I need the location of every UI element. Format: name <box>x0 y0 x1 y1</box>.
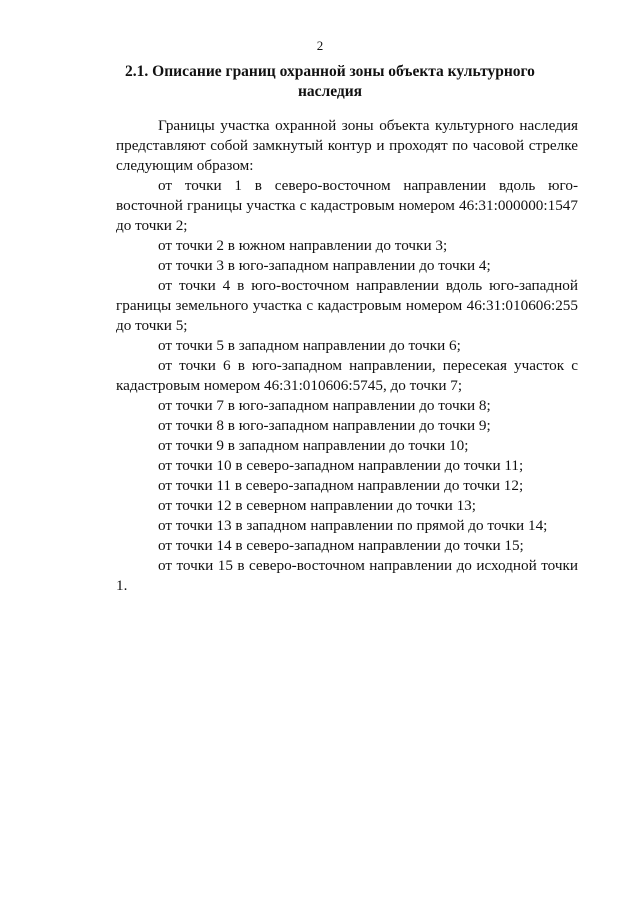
section-title: 2.1. Описание границ охранной зоны объекта культурного наследия <box>125 63 535 100</box>
boundary-segment-5: от точки 5 в западном направлении до точки 6; <box>158 337 461 354</box>
boundary-segment-12: от точки 12 в северном направлении до точки 13; <box>158 497 476 514</box>
boundary-segment-13: от точки 13 в западном направлении по прямой до точки 14; <box>158 517 548 534</box>
document-body <box>116 116 578 596</box>
boundary-segment-7: от точки 7 в юго-западном направлении до точки 8; <box>158 397 491 414</box>
boundary-segment-4: от точки 4 в юго-восточном направлении вдоль юго-западной границы земельного участка с кадастровым номером 46:31:010606:255 до точки 5; <box>116 277 578 334</box>
boundary-segment-10: от точки 10 в северо-западном направлении до точки 11; <box>158 457 524 474</box>
boundary-segment-2: от точки 2 в южном направлении до точки 3; <box>158 237 448 254</box>
boundary-segment-6: от точки 6 в юго-западном направлении, пересекая участок с кадастровым номером 46:31:010606:5745, до точки 7; <box>116 357 578 394</box>
boundary-segment-8: от точки 8 в юго-западном направлении до точки 9; <box>158 417 491 434</box>
page-number: 2 <box>316 38 324 53</box>
boundary-segment-15: от точки 15 в северо-восточном направлении до исходной точки 1. <box>116 557 578 594</box>
boundary-segment-11: от точки 11 в северо-западном направлении до точки 12; <box>158 477 524 494</box>
boundary-segment-3: от точки 3 в юго-западном направлении до точки 4; <box>158 257 491 274</box>
boundary-segment-9: от точки 9 в западном направлении до точки 10; <box>158 437 469 454</box>
boundary-segment-14: от точки 14 в северо-западном направлении до точки 15; <box>158 537 524 554</box>
intro-paragraph: Границы участка охранной зоны объекта культурного наследия представляют собой замкнутый контур и проходят по часовой стрелке следующим образом: <box>116 117 578 174</box>
boundary-segment-1: от точки 1 в северо-восточном направлении вдоль юго-восточной границы участка с кадастровым номером 46:31:000000:1547 до точки 2; <box>116 177 578 234</box>
